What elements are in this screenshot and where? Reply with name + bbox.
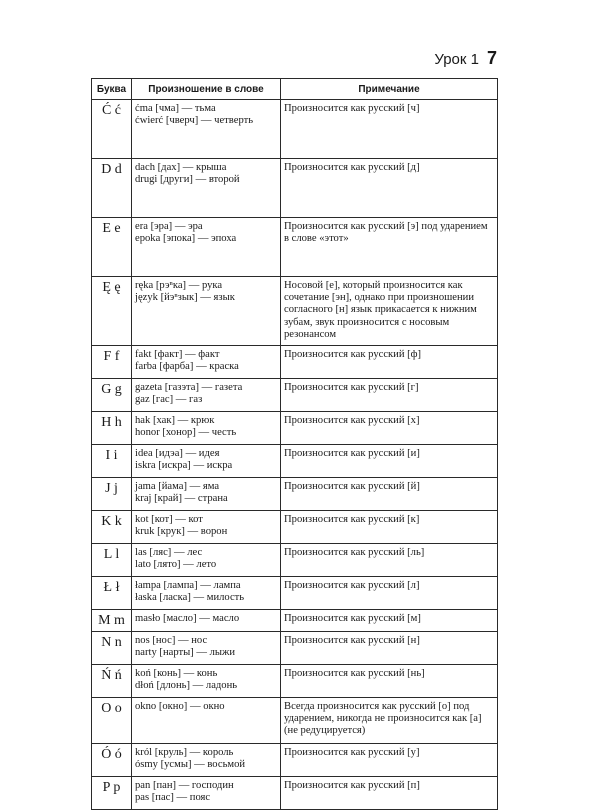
note-cell bbox=[281, 100, 498, 159]
note-cell bbox=[281, 544, 498, 577]
example-line: język [йэⁿзык] — язык bbox=[135, 292, 235, 304]
note-text: Произносится как русский [п] bbox=[284, 780, 420, 791]
table-row bbox=[92, 346, 498, 379]
examples-cell bbox=[132, 478, 281, 511]
note-cell bbox=[281, 744, 498, 777]
table-row bbox=[92, 379, 498, 412]
example-line: las [ляс] — лес bbox=[135, 547, 203, 558]
note-cell bbox=[281, 277, 498, 346]
column-header-letter: Буква bbox=[92, 79, 132, 100]
table-row bbox=[92, 665, 498, 698]
letter-cell: Ó ó bbox=[92, 744, 132, 777]
examples-cell bbox=[132, 698, 281, 744]
page-number: 7 bbox=[486, 48, 497, 68]
table-row bbox=[92, 777, 498, 810]
example-line: pas [пас] — пояс bbox=[135, 792, 211, 804]
letter-cell: O o bbox=[92, 698, 132, 744]
examples-cell bbox=[132, 412, 281, 445]
example-line: dłoń [длонь] — ладонь bbox=[135, 680, 238, 692]
example-line: łaska [ласка] — милость bbox=[135, 592, 245, 604]
note-text: Произносится как русский [х] bbox=[284, 415, 420, 426]
examples-cell bbox=[132, 445, 281, 478]
table-row bbox=[92, 632, 498, 665]
example-line: jama [йама] — яма bbox=[135, 481, 220, 492]
note-text: Произносится как русский [э] под ударением в слове «этот» bbox=[284, 221, 488, 245]
example-line: kraj [край] — страна bbox=[135, 493, 228, 505]
note-text: Произносится как русский [н] bbox=[284, 635, 420, 646]
letter-cell: F f bbox=[92, 346, 132, 379]
table-row bbox=[92, 277, 498, 346]
letter-cell: N n bbox=[92, 632, 132, 665]
example-line: dach [дах] — крыша bbox=[135, 162, 227, 173]
letter-cell: Ł ł bbox=[92, 577, 132, 610]
note-text: Всегда произносится как русский [о] под ударением, никогда не произносится как [а] (не редуцируется) bbox=[284, 701, 482, 737]
note-cell bbox=[281, 478, 498, 511]
example-line: ćma [чма] — тьма bbox=[135, 103, 216, 114]
examples-cell bbox=[132, 379, 281, 412]
note-text: Произносится как русский [л] bbox=[284, 580, 420, 591]
example-line: honor [хонор] — честь bbox=[135, 427, 237, 439]
example-line: ręka [рэⁿка] — рука bbox=[135, 280, 223, 291]
table-row bbox=[92, 445, 498, 478]
example-line: lato [лято] — лето bbox=[135, 559, 217, 571]
examples-cell bbox=[132, 100, 281, 159]
example-line: epoka [эпока] — эпоха bbox=[135, 233, 237, 245]
table-row bbox=[92, 744, 498, 777]
examples-cell bbox=[132, 218, 281, 277]
table-row bbox=[92, 100, 498, 159]
example-line: gaz [гас] — газ bbox=[135, 394, 203, 406]
letter-cell: K k bbox=[92, 511, 132, 544]
examples-cell bbox=[132, 744, 281, 777]
note-cell bbox=[281, 346, 498, 379]
example-line: kot [кот] — кот bbox=[135, 514, 203, 525]
note-cell bbox=[281, 665, 498, 698]
note-text: Произносится как русский [к] bbox=[284, 514, 420, 525]
examples-cell bbox=[132, 577, 281, 610]
note-cell bbox=[281, 777, 498, 810]
example-line: koń [конь] — конь bbox=[135, 668, 218, 679]
note-text: Произносится как русский [нь] bbox=[284, 668, 425, 679]
note-text: Носовой [е], который произносится как сочетание [эн], однако при произношении согласного [н] язык прикасается к нижним зубам, звук произносится с носовым резонансом bbox=[284, 280, 477, 340]
note-text: Произносится как русский [й] bbox=[284, 481, 420, 492]
example-line: ósmy [усмы] — восьмой bbox=[135, 759, 246, 771]
note-cell bbox=[281, 412, 498, 445]
note-cell bbox=[281, 379, 498, 412]
letter-cell: J j bbox=[92, 478, 132, 511]
example-line: farba [фарба] — краска bbox=[135, 361, 239, 373]
note-cell bbox=[281, 577, 498, 610]
table-row bbox=[92, 159, 498, 218]
letter-cell: I i bbox=[92, 445, 132, 478]
examples-cell bbox=[132, 277, 281, 346]
examples-cell bbox=[132, 159, 281, 218]
table-row bbox=[92, 218, 498, 277]
example-line: gazeta [газэта] — газета bbox=[135, 382, 243, 393]
examples-cell bbox=[132, 777, 281, 810]
alphabet-table bbox=[91, 78, 498, 810]
table-header-row bbox=[92, 79, 498, 100]
column-header-pronunciation: Произношение в слове bbox=[132, 79, 281, 100]
note-text: Произносится как русский [ль] bbox=[284, 547, 425, 558]
lesson-label: Урок 1 bbox=[434, 51, 479, 68]
examples-cell bbox=[132, 346, 281, 379]
note-cell bbox=[281, 610, 498, 632]
example-line: idea [идэа] — идея bbox=[135, 448, 220, 459]
note-text: Произносится как русский [м] bbox=[284, 613, 421, 624]
examples-cell bbox=[132, 665, 281, 698]
example-line: nos [нос] — нос bbox=[135, 635, 208, 646]
note-text: Произносится как русский [у] bbox=[284, 747, 420, 758]
examples-cell bbox=[132, 610, 281, 632]
example-line: iskra [искра] — искра bbox=[135, 460, 233, 472]
note-cell bbox=[281, 445, 498, 478]
letter-cell: M m bbox=[92, 610, 132, 632]
note-cell bbox=[281, 159, 498, 218]
examples-cell bbox=[132, 632, 281, 665]
note-text: Произносится как русский [г] bbox=[284, 382, 419, 393]
note-text: Произносится как русский [ф] bbox=[284, 349, 422, 360]
examples-cell bbox=[132, 511, 281, 544]
example-line: okno [окно] — окно bbox=[135, 701, 225, 712]
example-line: fakt [факт] — факт bbox=[135, 349, 220, 360]
example-line: pan [пан] — господин bbox=[135, 780, 234, 791]
examples-cell bbox=[132, 544, 281, 577]
letter-cell: L l bbox=[92, 544, 132, 577]
note-cell bbox=[281, 698, 498, 744]
letter-cell: E e bbox=[92, 218, 132, 277]
example-line: król [круль] — король bbox=[135, 747, 234, 758]
table-row bbox=[92, 610, 498, 632]
table-row bbox=[92, 698, 498, 744]
note-cell bbox=[281, 632, 498, 665]
table-row bbox=[92, 412, 498, 445]
example-line: kruk [крук] — ворон bbox=[135, 526, 228, 538]
table-row bbox=[92, 511, 498, 544]
page-header bbox=[434, 48, 497, 69]
letter-cell: D d bbox=[92, 159, 132, 218]
note-text: Произносится как русский [д] bbox=[284, 162, 420, 173]
example-line: hak [хак] — крюк bbox=[135, 415, 215, 426]
example-line: drugi [други] — второй bbox=[135, 174, 240, 186]
letter-cell: P p bbox=[92, 777, 132, 810]
example-line: masło [масло] — масло bbox=[135, 613, 240, 624]
letter-cell: Ć ć bbox=[92, 100, 132, 159]
table-row bbox=[92, 544, 498, 577]
letter-cell: Ę ę bbox=[92, 277, 132, 346]
example-line: łampa [лампа] — лампа bbox=[135, 580, 241, 591]
example-line: narty [нарты] — лыжи bbox=[135, 647, 236, 659]
letter-cell: H h bbox=[92, 412, 132, 445]
table-row bbox=[92, 577, 498, 610]
example-line: era [эра] — эра bbox=[135, 221, 203, 232]
letter-cell: Ń ń bbox=[92, 665, 132, 698]
note-text: Произносится как русский [и] bbox=[284, 448, 420, 459]
example-line: ćwierć [чверч] — четверть bbox=[135, 115, 254, 127]
column-header-note: Примечание bbox=[281, 79, 498, 100]
note-cell bbox=[281, 511, 498, 544]
table-row bbox=[92, 478, 498, 511]
note-text: Произносится как русский [ч] bbox=[284, 103, 420, 114]
letter-cell: G g bbox=[92, 379, 132, 412]
note-cell bbox=[281, 218, 498, 277]
